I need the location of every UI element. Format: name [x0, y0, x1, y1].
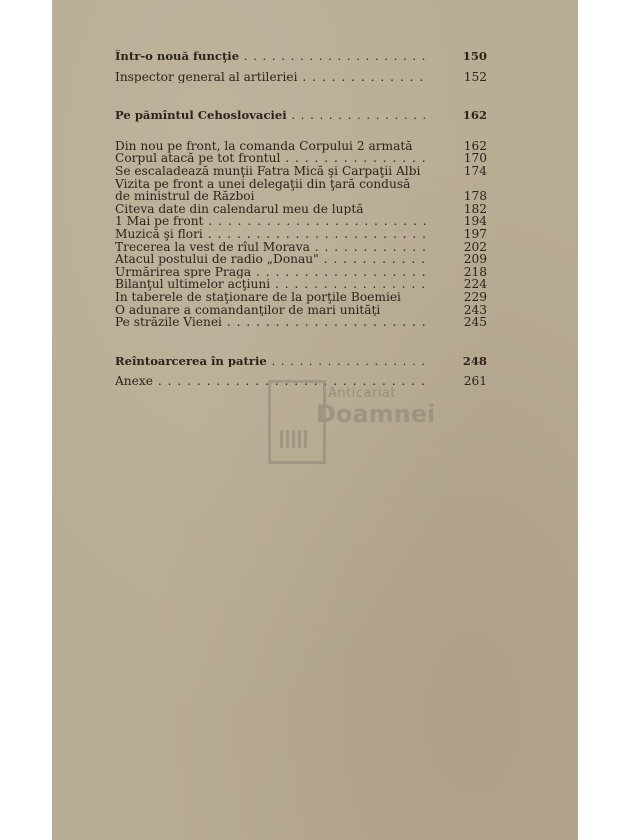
toc-entry-title: Pe străzile Vienei . . .	[115, 316, 427, 329]
toc-entry	[115, 266, 487, 279]
toc-entry-page: 162	[462, 108, 487, 123]
table-of-contents	[115, 50, 487, 388]
toc-entry-title: Urmărirea spre Praga . . .	[115, 266, 427, 279]
toc-entry-title: Inspector general al artileriei . . .	[115, 71, 427, 84]
toc-entry-title: Citeva date din calendarul meu de luptă	[115, 202, 364, 216]
toc-entry	[115, 228, 487, 241]
toc-entry-title: Vizita pe front a unei delegaţii din ţară condusă de ministrul de Război	[115, 176, 411, 204]
toc-entry	[115, 215, 487, 228]
toc-entry	[115, 316, 487, 329]
toc-entry-title: Trecerea la vest de rîul Morava . . .	[115, 241, 427, 254]
toc-entry-title: Atacul postului de radio „Donau" . . .	[115, 253, 427, 266]
watermark-small-text: Anticariat	[328, 386, 396, 401]
toc-entry-title: Într-o nouă funcţie . . .	[115, 50, 427, 63]
toc-entry	[115, 109, 487, 122]
toc-entry	[115, 355, 487, 368]
toc-entry-page: 197	[463, 226, 487, 241]
toc-entry-page: 174	[463, 163, 487, 178]
toc-entry-page: 218	[463, 264, 487, 279]
toc-entry-title: O adunare a comandanţilor de mari unităţi	[115, 303, 381, 317]
toc-entry	[115, 203, 487, 216]
toc-entry-title: 1 Mai pe front . . .	[115, 215, 427, 228]
toc-entry	[115, 178, 487, 203]
toc-entry-title: Pe pămîntul Cehoslovaciei . . .	[115, 109, 427, 122]
toc-entry-page: 209	[463, 252, 487, 267]
watermark-big-text: Doamnei	[316, 400, 436, 428]
toc-entry	[115, 165, 487, 178]
toc-entry	[115, 278, 487, 291]
toc-entry-page: 170	[463, 151, 487, 166]
toc-entry-page: 248	[462, 353, 487, 368]
books-icon	[280, 430, 310, 448]
toc-entry-title: In taberele de staţionare de la porţile Boemiei	[115, 290, 401, 304]
toc-entry-page: 202	[463, 239, 487, 254]
toc-entry	[115, 304, 487, 317]
toc-entry-title: Corpul atacă pe tot frontul . . .	[115, 152, 427, 165]
toc-entry-page: 229	[463, 289, 487, 304]
toc-entry-title: Bilanţul ultimelor acţiuni . . .	[115, 278, 427, 291]
toc-entry-title: Din nou pe front, la comanda Corpului 2 armată	[115, 138, 413, 153]
toc-entry-title: Muzică şi flori . . .	[115, 228, 427, 241]
toc-entry-page: 194	[463, 214, 487, 229]
toc-entry-page: 245	[463, 315, 487, 330]
toc-entry-page: 261	[463, 374, 487, 389]
toc-entry	[115, 291, 487, 304]
toc-entry-title: Se escaladează munţii Fatra Mică şi Carpaţii Albi	[115, 163, 421, 178]
toc-entry	[115, 241, 487, 254]
toc-entry-page: 162	[463, 138, 487, 153]
toc-entry-page: 224	[463, 277, 487, 292]
toc-entry-page: 152	[463, 69, 487, 84]
toc-entry	[115, 71, 487, 84]
toc-entry-title: Reîntoarcerea în patrie . . .	[115, 355, 427, 368]
toc-entry-title: Anexe . . .	[115, 375, 427, 388]
toc-entry	[115, 50, 487, 63]
toc-entry-page: 243	[463, 302, 487, 317]
toc-entry	[115, 253, 487, 266]
antiquarian-watermark	[260, 378, 440, 462]
toc-entry-page: 150	[462, 49, 487, 63]
toc-entry-page: 182	[463, 201, 487, 216]
book-page	[52, 0, 578, 840]
toc-entry-page: 178	[463, 189, 487, 204]
toc-entry	[115, 140, 487, 153]
